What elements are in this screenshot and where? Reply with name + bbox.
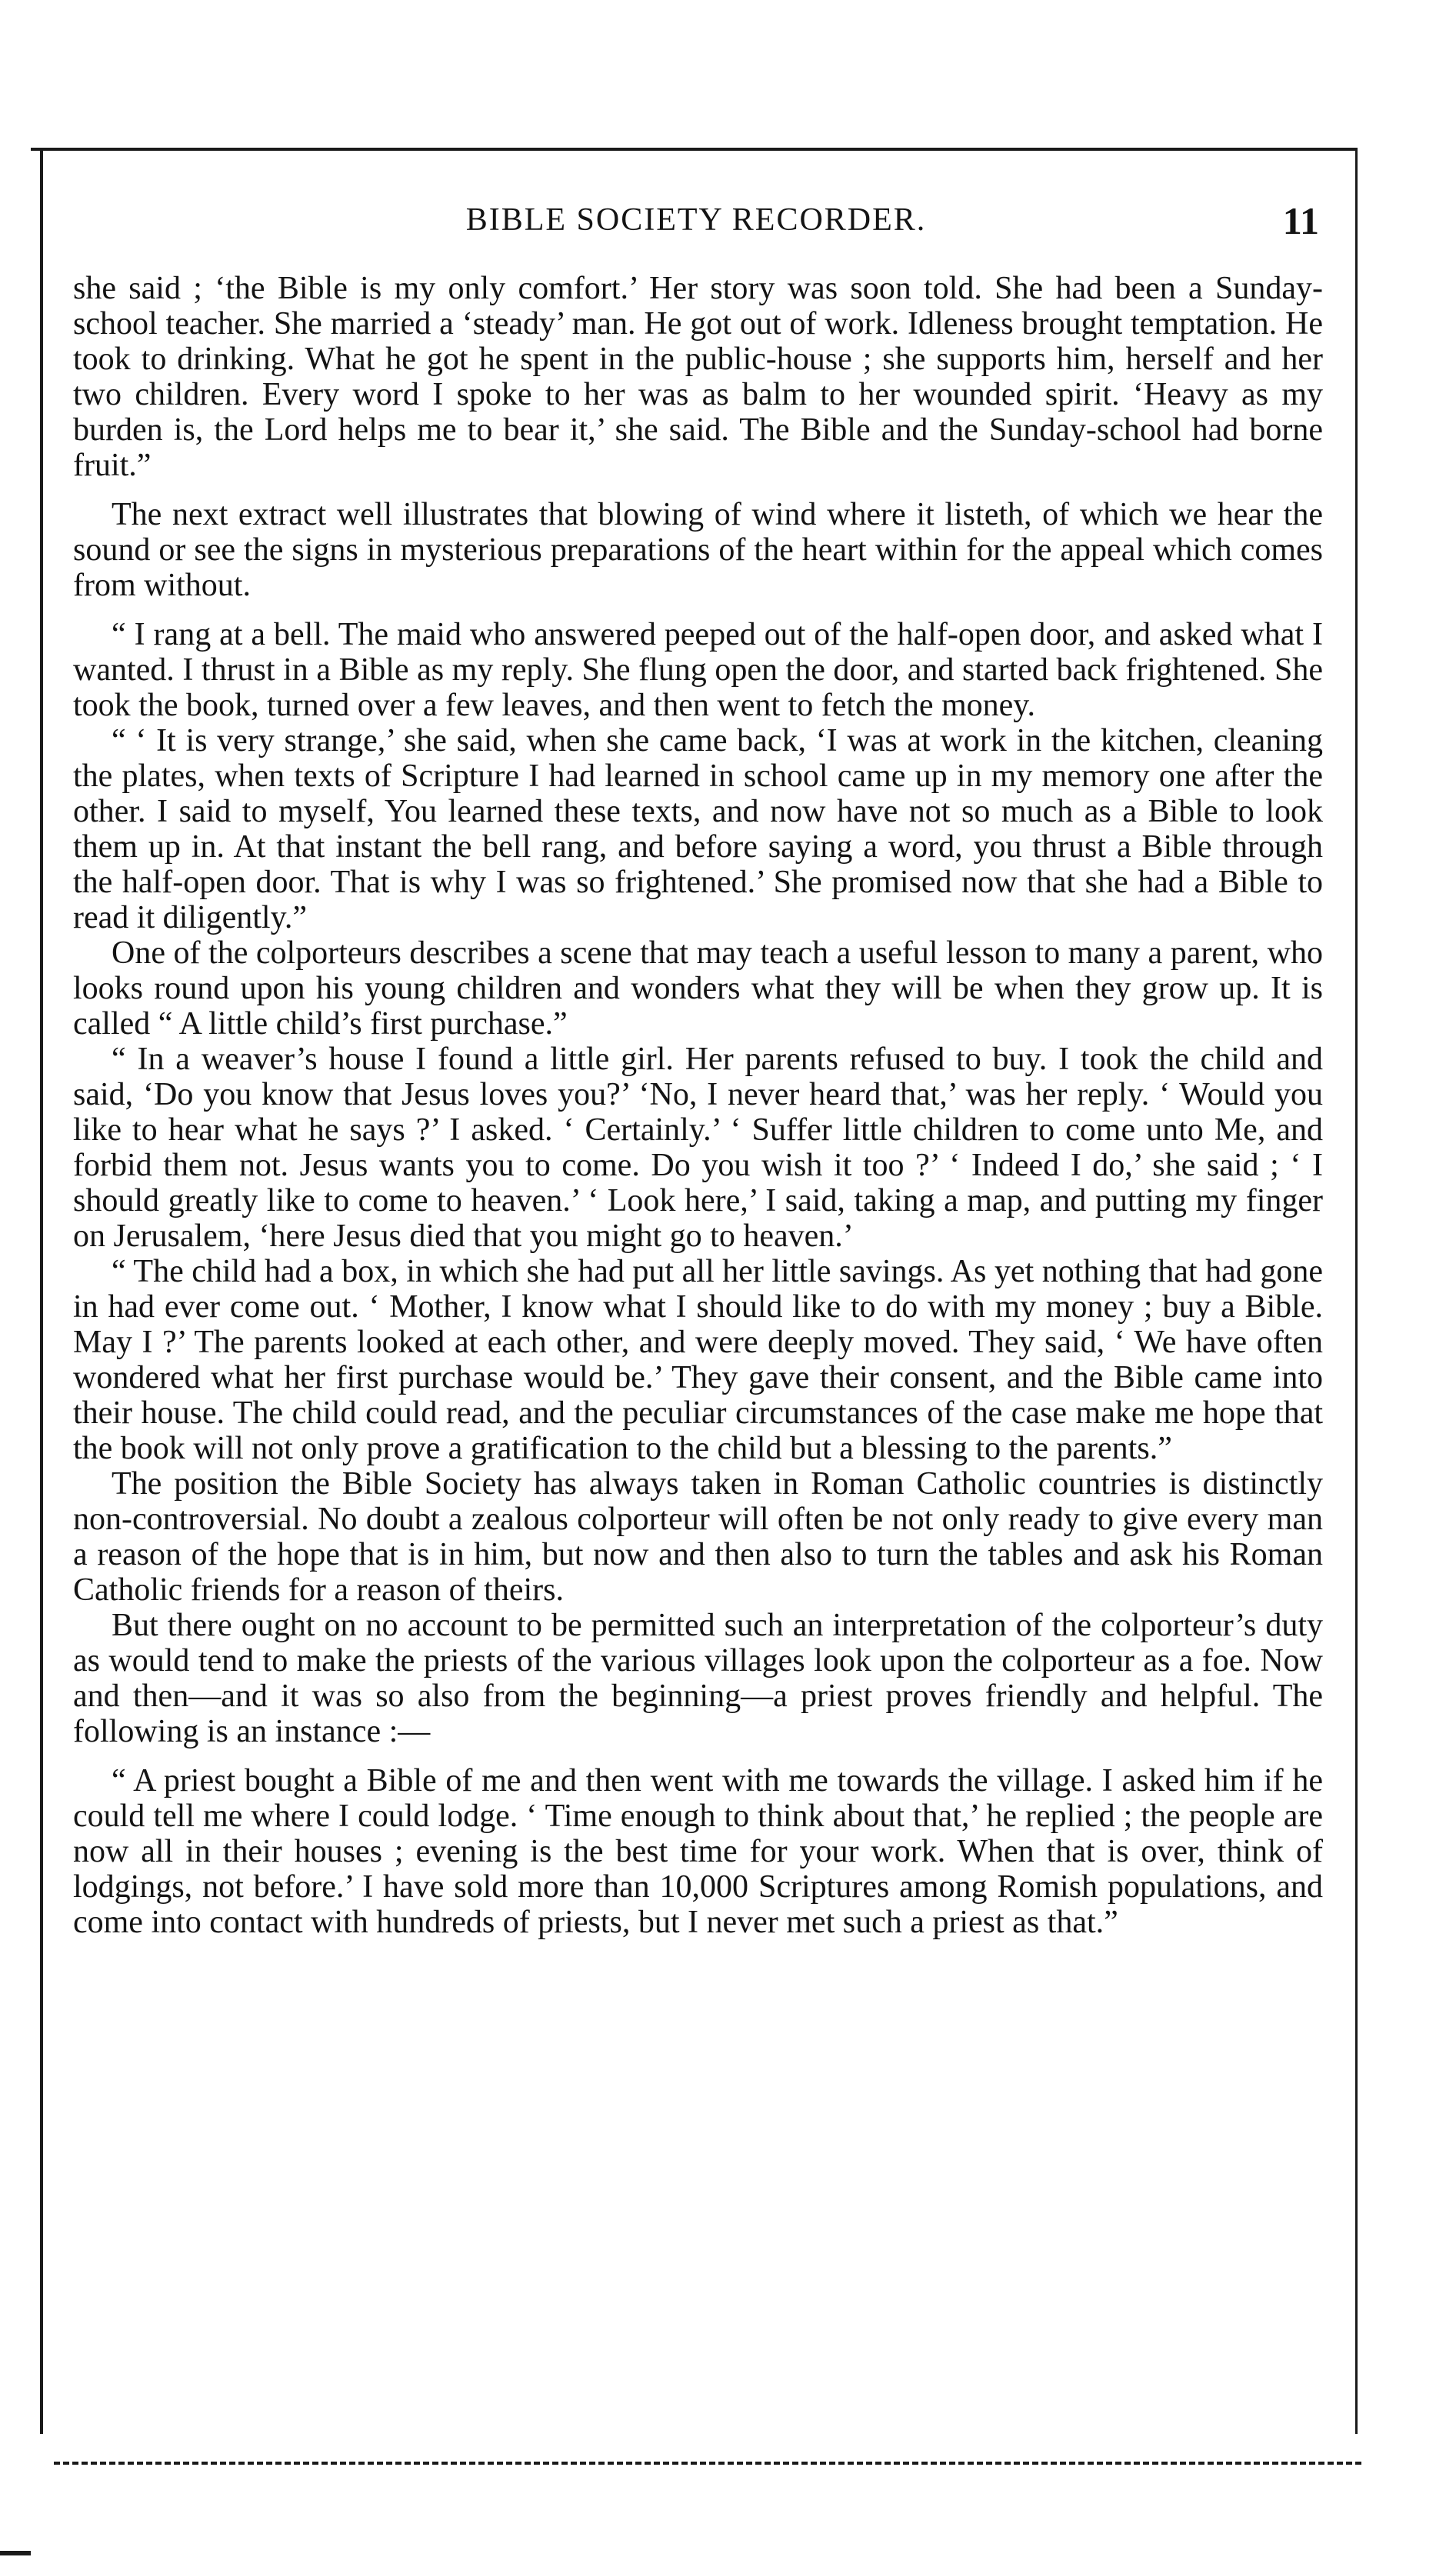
body-text [73,271,1323,1940]
paragraph: she said ; ‘the Bible is my only comfort.’ Her story was soon told. She had been a Sunday-school teacher. She married a ‘steady’ man. He got out of work. Idleness brought temptation. He took to drinking. What he got he spent in the public-house ; she supports him, herself and her two children. Every word I spoke to her was as balm to her wounded spirit. ‘Heavy as my burden is, the Lord helps me to bear it,’ she said. The Bible and the Sunday-school had borne fruit.” [73,271,1323,483]
paragraph: The next extract well illustrates that blowing of wind where it listeth, of which we hear the sound or see the signs in mysterious preparations of the heart within for the appeal which comes from without. [73,497,1323,603]
paragraph: “ The child had a box, in which she had put all her little savings. As yet nothing that had gone in had ever come out. ‘ Mother, I know what I should like to do with my money ; buy a Bible. May I ?’ The parents looked at each other, and were deeply moved. They said, ‘ We have often wondered what her first purchase would be.’ They gave their consent, and the Bible came into their house. The child could read, and the peculiar circumstances of the case make me hope that the book will not only prove a gratification to the child but a blessing to the parents.” [73,1254,1323,1466]
running-title: BIBLE SOCIETY RECORDER. [465,202,927,238]
paragraph: One of the colporteurs describes a scene that may teach a useful lesson to many a parent, who looks round upon his young children and wonders what they will be when they grow up. It is called “ A little child’s first purchase.” [73,935,1323,1042]
top-border-rule [31,148,1358,151]
paragraph: “ I rang at a bell. The maid who answered peeped out of the half-open door, and asked what I wanted. I thrust in a Bible as my reply. She flung open the door, and started back frightened. She took the book, turned over a few leaves, and then went to fetch the money. [73,617,1323,723]
paragraph: “ In a weaver’s house I found a little girl. Her parents refused to buy. I took the child and said, ‘Do you know that Jesus loves you?’ ‘No, I never heard that,’ was her reply. ‘ Would you like to hear what he says ?’ I asked. ‘ Certainly.’ ‘ Suffer little children to come unto Me, and forbid them not. Jesus wants you to come. Do you wish it too ?’ ‘ Indeed I do,’ she said ; ‘ I should greatly like to come to heaven.’ ‘ Look here,’ I said, taking a map, and putting my finger on Jerusalem, ‘here Jesus died that you might go to heaven.’ [73,1042,1323,1254]
paragraph: The position the Bible Society has always taken in Roman Catholic countries is distinctly non-controversial. No doubt a zealous colporteur will often be not only ready to give every man a reason of the hope that is in him, but now and then also to turn the tables and ask his Roman Catholic friends for a reason of theirs. [73,1466,1323,1608]
paragraph: But there ought on no account to be permitted such an interpretation of the colporteur’s duty as would tend to make the priests of the various villages look upon the colporteur as a foe. Now and then—and it was so also from the beginning—a priest proves friendly and helpful. The following is an instance :— [73,1608,1323,1749]
bottom-border-rule [54,2462,1361,2465]
paragraph: “ A priest bought a Bible of me and then went with me towards the village. I asked him if he could tell me where I could lodge. ‘ Time enough to think about that,’ he replied ; the people are now all in their houses ; evening is the best time for your work. When that is over, think of lodgings, not before.’ I have sold more than 10,000 Scriptures among Romish populations, and come into contact with hundreds of priests, but I never met such a priest as that.” [73,1763,1323,1940]
right-border-rule [1355,151,1358,2434]
page-number: 11 [1282,199,1319,242]
left-border-rule [40,151,43,2434]
paragraph: “ ‘ It is very strange,’ she said, when she came back, ‘I was at work in the kitchen, cleaning the plates, when texts of Scripture I had learned in school came up in my memory one after the other. I said to myself, You learned these texts, and now have not so much as a Bible to look them up in. At that instant the bell rang, and before saying a word, you thrust a Bible through the half-open door. That is why I was so frightened.’ She promised now that she had a Bible to read it diligently.” [73,723,1323,935]
page-header [73,199,1319,248]
corner-mark [0,2551,31,2555]
